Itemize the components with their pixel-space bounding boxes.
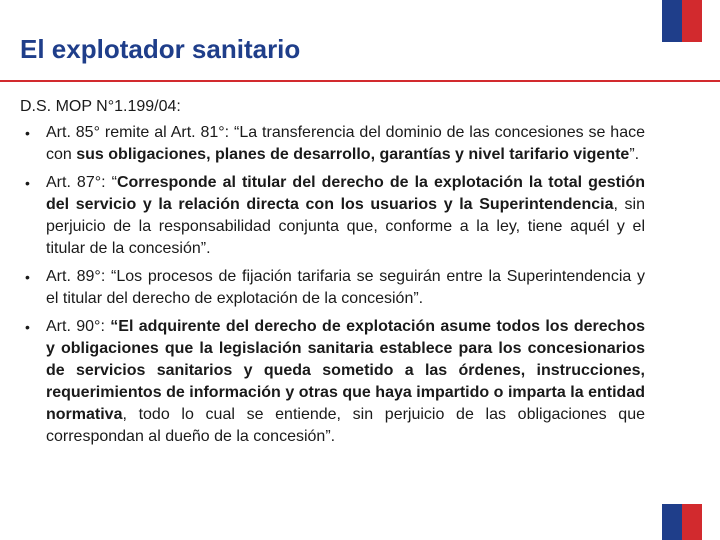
article-text-bold: Corresponde al titular del derecho de la explotación la total gestión del servicio y la relación directa con los usuarios y la Superintendencia <box>46 174 646 213</box>
article-text: Art. 87°: “ <box>46 174 117 191</box>
flag-stripe-top <box>662 0 702 42</box>
article-item <box>20 122 645 166</box>
flag-red-band <box>682 504 702 540</box>
article-item <box>20 266 645 310</box>
article-text: Art. 89°: “Los procesos de fijación tarifaria se seguirán entre la Superintendencia y el titular del derecho de explotación de la concesión”. <box>46 268 645 307</box>
title-divider <box>0 80 720 82</box>
article-text: Art. 90°: <box>46 318 111 335</box>
decree-reference: D.S. MOP N°1.199/04: <box>20 98 181 115</box>
article-text: ”. <box>629 146 640 163</box>
article-item <box>20 316 645 448</box>
page-title: El explotador sanitario <box>20 34 301 64</box>
article-text-bold: sus obligaciones, planes de desarrollo, garantías y nivel tarifario vigente <box>76 146 630 163</box>
bullet-icon: • <box>25 319 30 335</box>
article-list <box>20 122 645 448</box>
flag-red-band <box>682 0 702 42</box>
article-item <box>20 172 645 260</box>
bullet-icon: • <box>25 175 30 191</box>
article-text: Art. 85° remite al Art. 81°: “La transferencia del dominio de las concesiones se hace con <box>46 124 645 163</box>
flag-blue-band <box>662 504 682 540</box>
bullet-icon: • <box>25 269 30 285</box>
flag-blue-band <box>662 0 682 42</box>
bullet-icon: • <box>25 125 30 141</box>
article-text: , todo lo cual se entiende, sin perjuicio de las obligaciones que correspondan al dueño de la concesión”. <box>46 406 645 445</box>
body-content <box>20 96 645 454</box>
flag-stripe-bottom <box>662 504 702 540</box>
article-text: , sin perjuicio de la responsabilidad conjunta que, conforme a la ley, tiene aquél y el titular de la concesión”. <box>46 196 646 257</box>
article-text-bold: “El adquirente del derecho de explotación asume todos los derechos y obligaciones que la legislación sanitaria establece para los concesionarios de servicios sanitarios y queda sometido a las órdenes, instrucciones, requerimientos de información y otras que haya impartido o imparta la entidad normativa <box>46 318 645 423</box>
